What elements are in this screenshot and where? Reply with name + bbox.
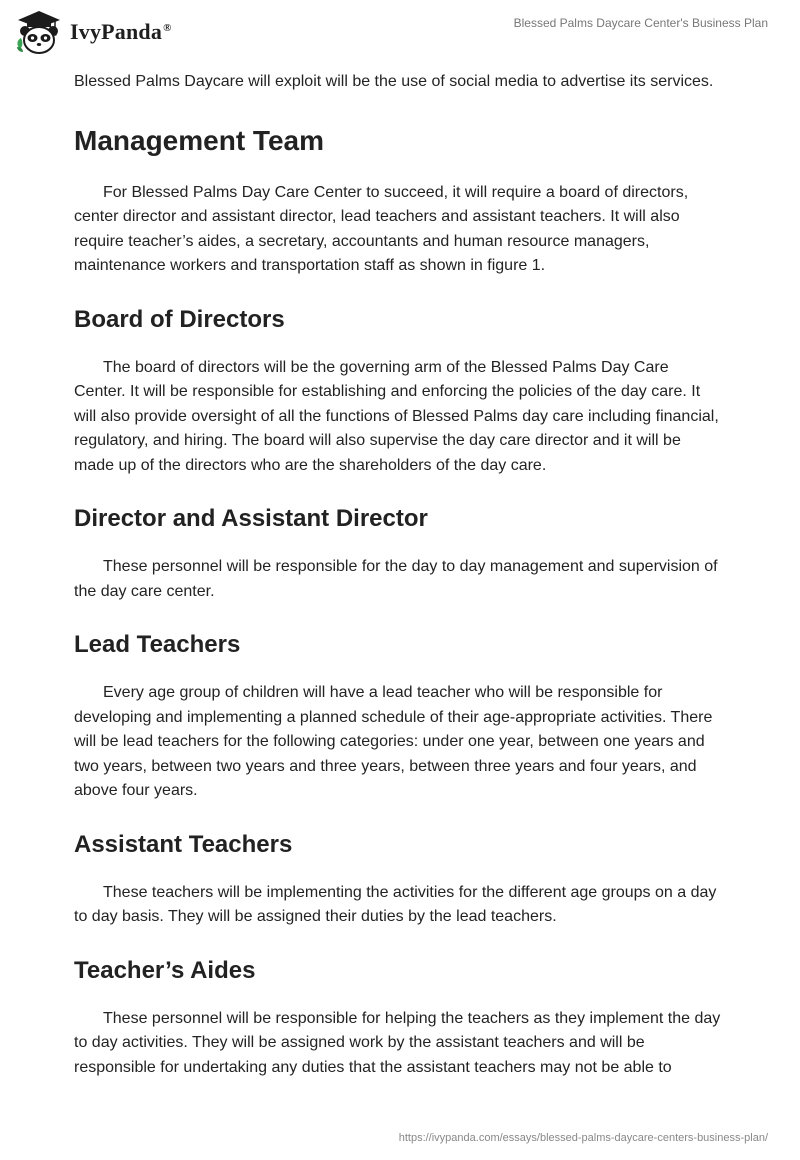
ivypanda-logo[interactable] [14,8,172,56]
heading-lead-teachers: Lead Teachers [74,631,241,658]
heading-assistant-teachers: Assistant Teachers [74,830,293,858]
paragraph-assistant-teachers: These teachers will be implementing the activities for the different age groups on a day to day basis. They will be assigned their duties by the lead teachers. [74,883,717,925]
paragraph-director-assistant-director: These personnel will be responsible for the day to day management and supervision of the day care center. [74,558,718,600]
paragraph-teachers-aides: These personnel will be responsible for helping the teachers as they implement the day to day activities. They will be assigned work by the assistant teachers and will be responsible for undertaking any duties that the assistant teachers may not be able to [74,1009,721,1076]
document-title: Blessed Palms Daycare Center's Business Plan [513,16,768,30]
heading-director-assistant-director: Director and Assistant Director [74,505,428,532]
intro-paragraph: Blessed Palms Daycare will exploit will be the use of social media to advertise its services. [74,73,714,90]
logo-text: IvyPanda® [70,19,172,44]
page-header [0,0,800,70]
paragraph-board-of-directors: The board of directors will be the governing arm of the Blessed Palms Day Care Center. It will be responsible for establishing and enforcing the policies of the day care. It will also provide oversight of all the functions of Blessed Palms day care including financial, regulatory, and hiring. The board will also supervise the day care director and it will be made up of the directors who are the shareholders of the day care. [74,358,719,474]
panda-logo-icon [14,9,64,55]
heading-board-of-directors: Board of Directors [74,305,285,333]
heading-teachers-aides: Teacher’s Aides [74,956,256,984]
essay-content [74,70,724,1080]
paragraph-management-team: For Blessed Palms Day Care Center to succeed, it will require a board of directors, center director and assistant director, lead teachers and assistant teachers. It will also require teacher’s aides, a secretary, accountants and human resource managers, maintenance workers and transportation staff as shown in figure 1. [74,183,689,274]
source-url[interactable]: https://ivypanda.com/essays/blessed-palms-daycare-centers-business-plan/ [398,1132,768,1144]
heading-management-team: Management Team [74,124,324,156]
paragraph-lead-teachers: Every age group of children will have a lead teacher who will be responsible for developing and implementing a planned schedule of their age-appropriate activities. There will be lead teachers for the following categories: under one year, between one years and two years, between two years and three years, between three years and four years, and above four years. [74,684,713,799]
